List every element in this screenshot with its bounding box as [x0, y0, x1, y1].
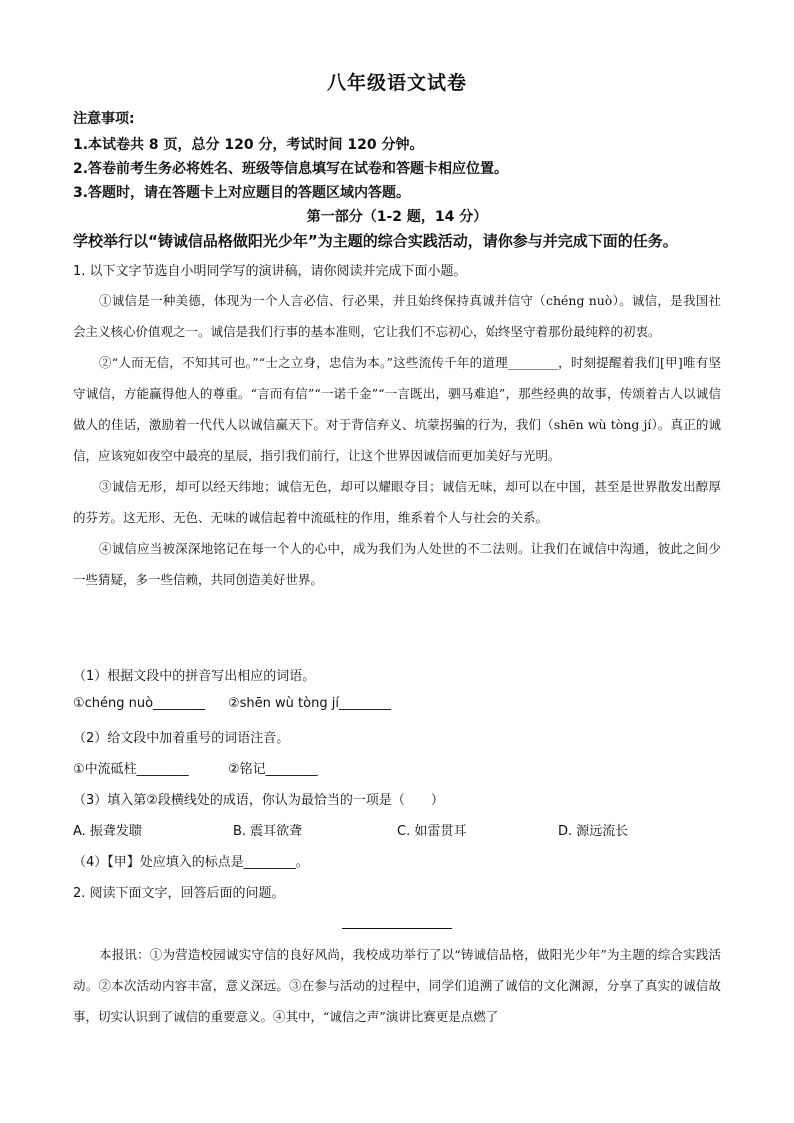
- part1-intro: 学校举行以“铸诚信品格做阳光少年”为主题的综合实践活动，请你参与并完成下面的任务。: [73, 232, 678, 250]
- q1-paragraph-2: ②“人而无信，不知其可也。”“士之立身，忠信为本。”这些流传千年的道理________，时刻提醒着我们[甲]唯有坚守诚信，方能赢得他人的尊重。“言而有信”“一诺千金”“一言既出，驷马难追”，那些经典的故事，传颂着古人以诚信做人的佳话，激励着一代代人以诚信赢天下。对于背信弃义、坑蒙拐骗的行为，我们（shēn wù tòng jí）。真正的诚信，应该宛如夜空中最亮的星辰，指引我们前行，让这个世界因诚信而更加美好与光明。: [73, 355, 721, 463]
- notes-item-1: 1.本试卷共 8 页，总分 120 分，考试时间 120 分钟。: [73, 137, 424, 153]
- q1-paragraph-3: ③诚信无形，却可以经天纬地；诚信无色，却可以耀眼夺目；诚信无味，却可以在中国，甚至是世界散发出醇厚的芬芳。这无形、无色、无味的诚信起着中流砥柱的作用，维系着个人与社会的关系。: [73, 479, 721, 525]
- q1-passage: [73, 285, 721, 595]
- q1-sub1-b[interactable]: ②shēn wù tòng jí________: [228, 696, 391, 711]
- q1-paragraph-1: ①诚信是一种美德，体现为一个人言必信、行必果，并且始终保持真诚并信守（chéng nuò）。诚信，是我国社会主义核心价值观之一。诚信是我们行事的基本准则，它让我们不忘初心，始终坚守着那份最纯粹的初衷。: [73, 293, 721, 339]
- part1-heading: 第一部分（1-2 题，14 分）: [306, 209, 488, 225]
- option-d[interactable]: D. 源远流长: [558, 824, 629, 839]
- q1-sub2-a[interactable]: ①中流砥柱________: [73, 762, 189, 777]
- title-blank-line: [342, 928, 452, 929]
- q1-sub2: （2）给文段中加着重号的词语注音。: [73, 731, 290, 746]
- option-c[interactable]: C. 如雷贯耳: [397, 824, 467, 839]
- notes-item-3: 3.答题时，请在答题卡上对应题目的答题区域内答题。: [73, 185, 411, 201]
- exam-title: 八年级语文试卷: [326, 72, 467, 94]
- q1-paragraph-4: ④诚信应当被深深地铭记在每一个人的心中，成为我们为人处世的不二法则。让我们在诚信中沟通，彼此之间少一些猜疑，多一些信赖，共同创造美好世界。: [73, 541, 721, 587]
- q1-sub1: （1）根据文段中的拼音写出相应的词语。: [73, 669, 316, 684]
- notes-heading: 注意事项:: [73, 111, 135, 127]
- option-b[interactable]: B. 震耳欲聋: [233, 824, 303, 839]
- q2-paragraph: 本报讯：①为营造校园诚实守信的良好风尚，我校成功举行了以“铸诚信品格，做阳光少年”为主题的综合实践活动。②本次活动内容丰富，意义深远。③在参与活动的过程中，同学们追溯了诚信的文化渊源，分享了真实的诚信故事，切实认识到了诚信的重要意义。④其中，“诚信之声”演讲比赛更是点燃了: [73, 947, 721, 1024]
- q1-sub4: （4）【甲】处应填入的标点是________。: [73, 855, 309, 870]
- notes-item-2: 2.答卷前考生务必将姓名、班级等信息填写在试卷和答题卡相应位置。: [73, 161, 509, 177]
- q2-passage: [73, 939, 721, 1032]
- option-a[interactable]: A. 振聋发聩: [73, 824, 142, 839]
- q2-stem: 2. 阅读下面文字，回答后面的问题。: [73, 886, 285, 901]
- q1-sub2-b[interactable]: ②铭记________: [228, 762, 318, 777]
- q1-sub3: （3）填入第②段横线处的成语，你认为最恰当的一项是（ ）: [73, 793, 444, 808]
- q1-stem: 1. 以下文字节选自小明同学写的演讲稿，请你阅读并完成下面小题。: [73, 264, 467, 279]
- q1-sub1-a[interactable]: ①chéng nuò________: [73, 696, 206, 711]
